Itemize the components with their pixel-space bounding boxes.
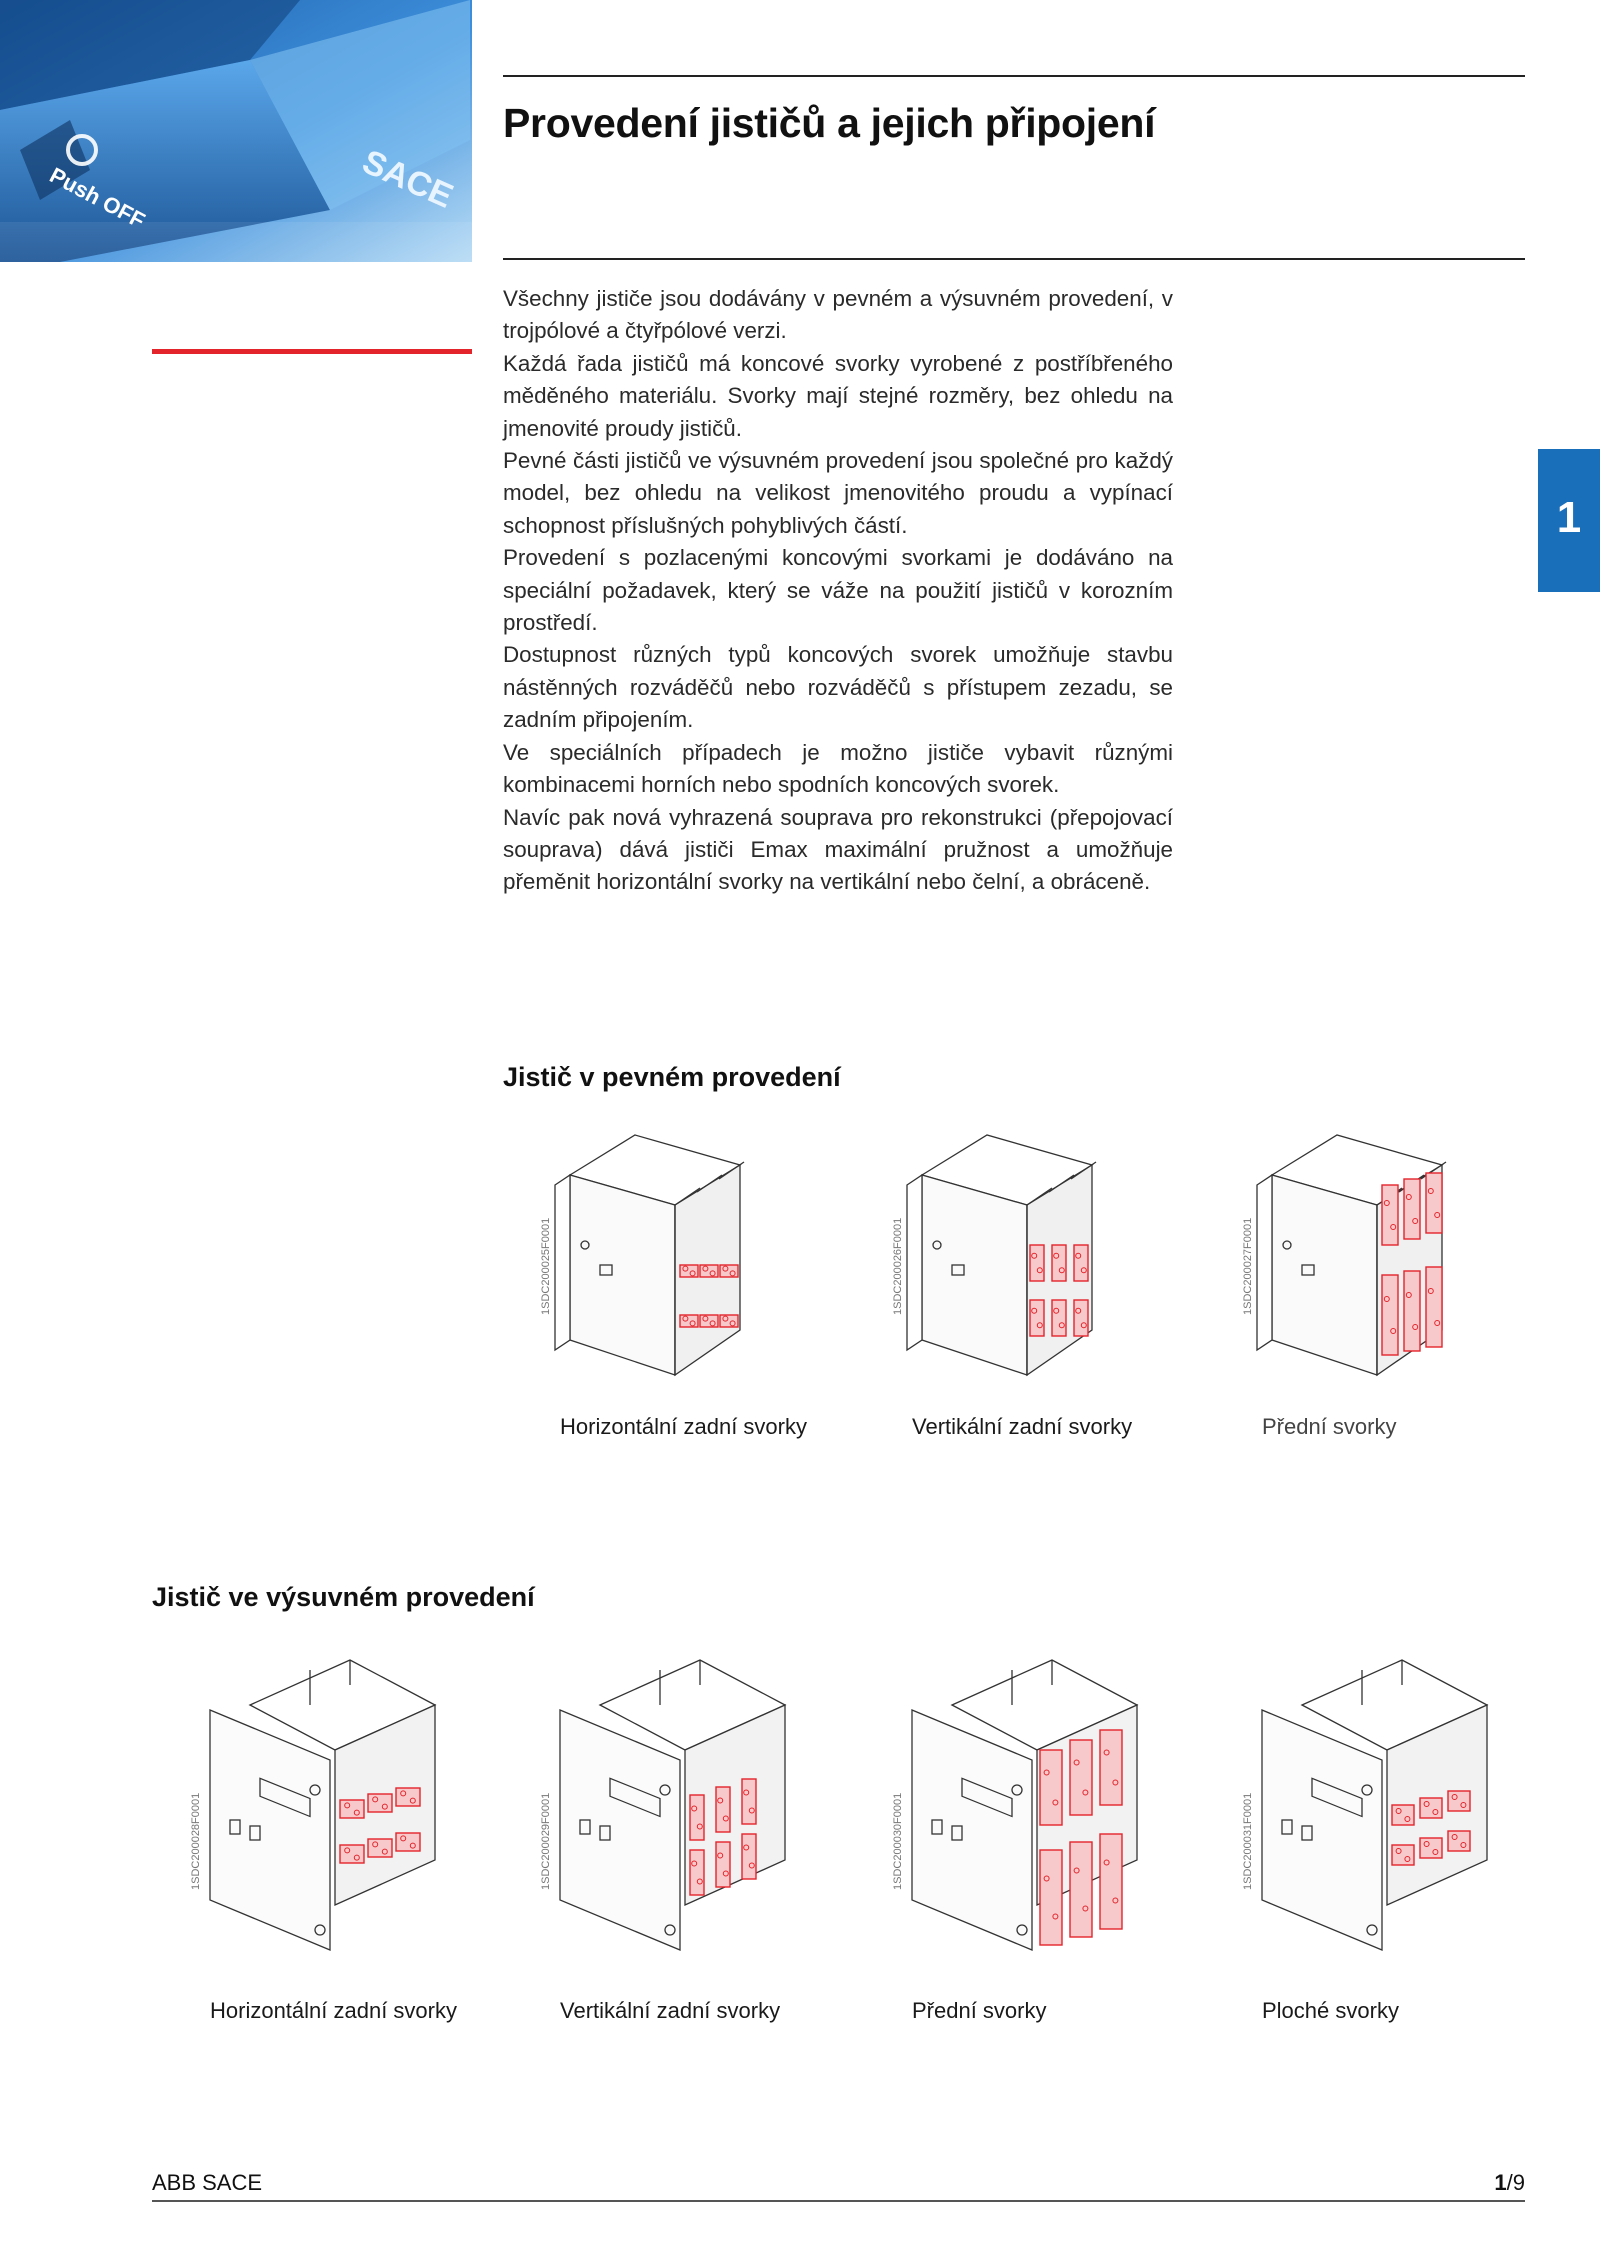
intro-paragraph: Provedení s pozlacenými koncovými svorkami je dodáváno na speciální požadavek, který se váže na použití jističů v korozním prostředí.	[503, 545, 1173, 636]
figure-code: 1SDC200026F0001	[892, 1217, 904, 1315]
figure-code: 1SDC200025F0001	[540, 1217, 552, 1315]
figure-code: 1SDC200028F0001	[190, 1792, 202, 1890]
withdrawable-breaker-horizontal-figure	[190, 1650, 450, 1980]
footer-company: ABB SACE	[152, 2170, 263, 2195]
fixed-breaker-horizontal-figure	[540, 1125, 770, 1405]
figure-caption: Přední svorky	[912, 1998, 1047, 2023]
top-rule	[503, 75, 1525, 77]
intro-paragraph: Dostupnost různých typů koncových svorek umožňuje stavbu nástěnných rozváděčů nebo rozváděčů s přístupem zezadu, se zadním připojením.	[503, 642, 1173, 733]
withdrawable-section-heading: Jistič ve výsuvném provedení	[152, 1582, 535, 1612]
intro-text	[503, 283, 1173, 899]
figure-caption: Vertikální zadní svorky	[912, 1414, 1133, 1439]
footer-page-number	[1470, 2170, 1525, 2196]
figure-caption: Vertikální zadní svorky	[560, 1998, 781, 2023]
figure-code: 1SDC200030F0001	[892, 1792, 904, 1890]
red-accent-bar	[152, 349, 472, 354]
intro-paragraph: Každá řada jističů má koncové svorky vyrobené z postříbřeného měděného materiálu. Svorky mají stejné rozměry, bez ohledu na jmenovité proudy jističů.	[503, 350, 1173, 441]
figure-code: 1SDC200031F0001	[1242, 1792, 1254, 1890]
push-off-label: Push OFF	[45, 162, 150, 234]
figure-caption: Horizontální zadní svorky	[210, 1998, 457, 2023]
figure-code: 1SDC200027F0001	[1242, 1217, 1254, 1315]
page-title: Provedení jističů a jejich připojení	[503, 100, 1156, 146]
intro-paragraph: Navíc pak nová vyhrazená souprava pro rekonstrukci (přepojovací souprava) dává jističi Emax maximální pružnost a umožňuje přeměnit horizontální svorky na vertikální nebo čelní, a obráceně.	[503, 804, 1173, 895]
page-chapter: 1	[1494, 2170, 1507, 2195]
chapter-tab[interactable]	[1538, 449, 1600, 592]
fixed-breaker-vertical-figure	[892, 1125, 1122, 1405]
intro-paragraph: Všechny jističe jsou dodávány v pevném a výsuvném provedení, v trojpólové a čtyřpólové verzi.	[503, 286, 1173, 344]
title-bottom-rule	[503, 258, 1525, 260]
footer-rule	[152, 2200, 1525, 2202]
page-suffix: /9	[1506, 2170, 1525, 2195]
figure-caption: Přední svorky	[1262, 1414, 1397, 1439]
figure-caption: Horizontální zadní svorky	[560, 1414, 807, 1439]
withdrawable-breaker-flat-figure	[1242, 1650, 1502, 1980]
fixed-section-heading: Jistič v pevném provedení	[503, 1062, 841, 1092]
figure-code: 1SDC200029F0001	[540, 1792, 552, 1890]
intro-paragraph: Pevné části jističů ve výsuvném provedení jsou společné pro každý model, bez ohledu na velikost jmenovitého proudu a vypínací schopnost příslušných pohyblivých částí.	[503, 448, 1173, 538]
fixed-breaker-front-figure	[1242, 1125, 1472, 1405]
intro-paragraph: Ve speciálních případech je možno jističe vybavit různými kombinacemi horních nebo spodních koncových svorek.	[503, 739, 1173, 798]
brand-label: SACE	[356, 142, 459, 216]
withdrawable-breaker-vertical-figure	[540, 1650, 800, 1980]
hero-photo	[0, 0, 472, 262]
chapter-number: 1	[1556, 493, 1582, 542]
withdrawable-breaker-front-figure	[892, 1650, 1152, 1980]
figure-caption: Ploché svorky	[1262, 1998, 1399, 2023]
